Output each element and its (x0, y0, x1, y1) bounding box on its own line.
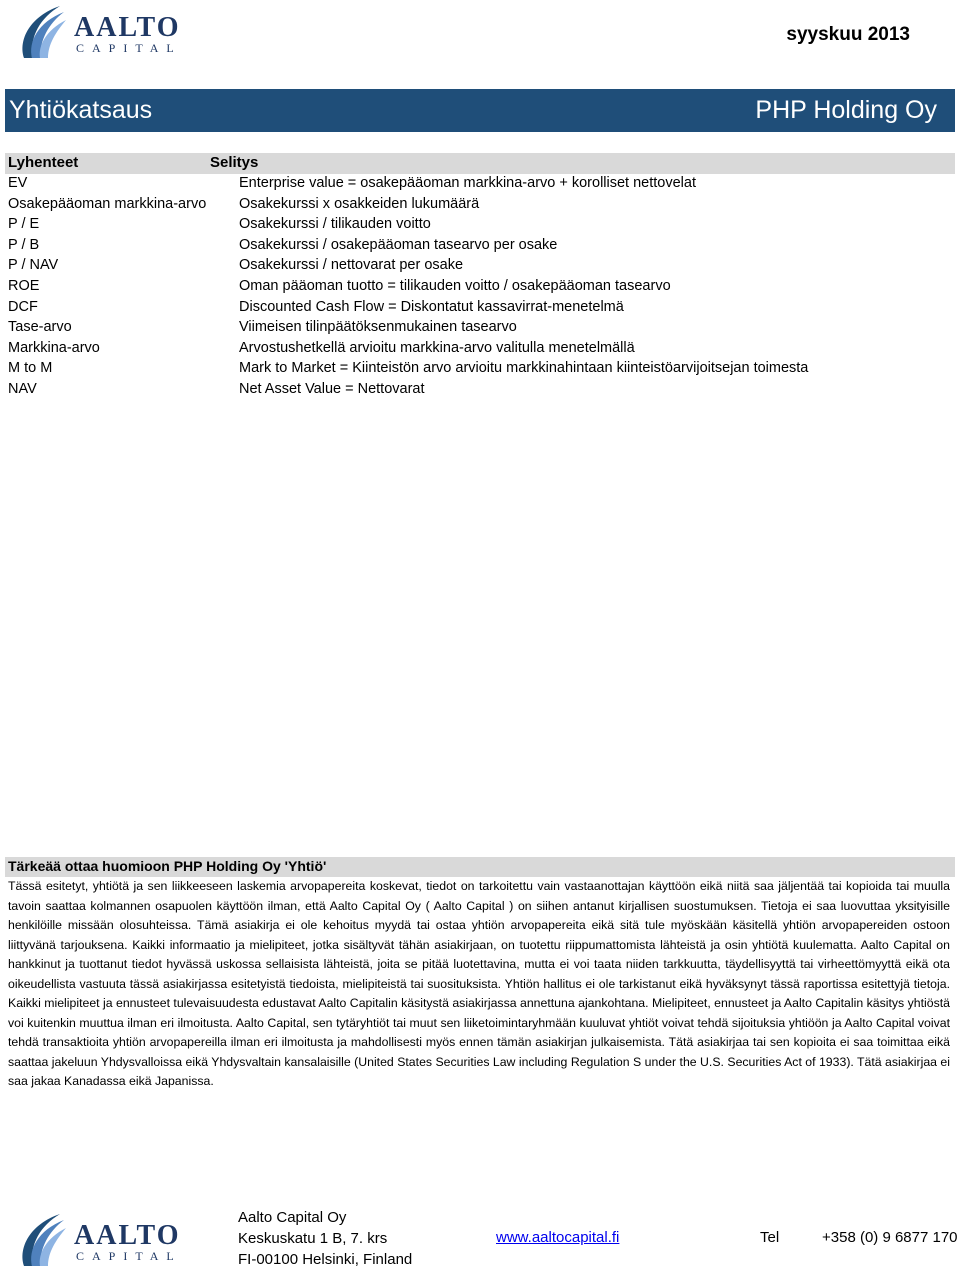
abbreviation-term: DCF (8, 298, 38, 315)
phone-number: +358 (0) 9 6877 170 (822, 1229, 958, 1246)
footer-city: FI-00100 Helsinki, Finland (238, 1250, 413, 1268)
abbreviation-row (8, 174, 953, 195)
aalto-capital-logo (16, 2, 191, 62)
abbreviations-header (5, 153, 955, 174)
abbreviation-description: Oman pääoman tuotto = tilikauden voitto / osakepääoman tasearvo (239, 277, 671, 294)
abbreviation-row (8, 256, 953, 277)
abbreviation-row (8, 339, 953, 360)
tel-label: Tel (760, 1229, 780, 1246)
page-title: Yhtiökatsaus (9, 96, 153, 124)
abbreviation-description: Arvostushetkellä arvioitu markkina-arvo valitulla menetelmällä (239, 339, 635, 356)
footer-street: Keskuskatu 1 B, 7. krs (238, 1229, 388, 1247)
abbreviation-term: EV (8, 175, 28, 191)
abbreviation-term: Markkina-arvo (8, 339, 100, 356)
footer-logo-subtext: CAPITAL (76, 1249, 182, 1263)
abbreviation-row (8, 380, 953, 401)
abbreviation-description: Net Asset Value = Nettovarat (239, 380, 425, 397)
abbreviation-row (8, 318, 953, 339)
abbreviation-term: M to M (8, 360, 53, 377)
abbreviation-term: ROE (8, 277, 40, 294)
footer-logo-text: AALTO (74, 1220, 181, 1251)
abbreviation-description: Osakekurssi / tilikauden voitto (239, 216, 431, 233)
abbreviation-term: NAV (8, 380, 37, 397)
abbreviation-description: Enterprise value = osakepääoman markkina-arvo + korolliset nettovelat (239, 175, 696, 191)
logo-swoosh-icon (16, 2, 191, 62)
abbreviation-description: Mark to Market = Kiinteistön arvo arvioitu markkinahintaan kiinteistöarvijoitsejan toimesta (239, 360, 809, 377)
notice-header (5, 857, 955, 877)
abbreviation-description: Osakekurssi / osakepääoman tasearvo per osake (239, 236, 558, 253)
abbreviation-term: Osakepääoman markkina-arvo (8, 195, 207, 212)
abbreviation-row (8, 236, 953, 257)
footer-company-name: Aalto Capital Oy (238, 1209, 347, 1226)
footer-address (238, 1208, 412, 1270)
abbreviation-term: P / NAV (8, 257, 59, 274)
abbreviation-row (8, 298, 953, 319)
title-banner (5, 89, 955, 132)
abbreviation-row (8, 215, 953, 236)
abbreviation-term: P / E (8, 216, 40, 233)
notice-body: Tässä esitetyt, yhtiötä ja sen liikkeeseen laskemia arvopapereita koskevat, tiedot on tarkoitettu vain vastaanottajan käyttöön eikä niitä saa jäljentää tai kopioida tai muulla tavoin saattaa kolmannen osapuolen käyttöön ilman, että Aalto Capital Oy ( Aalto Capital ) on siihen antanut kirjallisen suostumuksen. Tietoja ei saa luovuttaa yksityisille henkilöille missään olosuhteissa. Tämä asiakirja ei ole kehoitus myydä tai ostaa yhtiön arvopapereita eikä sitä tule myöskään käsitellä yhtiön arvopapereiden ostoon liittyvänä tarjouksena. Kaikki informaatio ja mielipiteet, jotka sisältyvät tähän asiakirjaan, on tuotettu riippumattomista lähteistä ja osin yhtiötä kuulematta. Aalto Capital on hankkinut ja tuottanut tiedot hyvässä uskossa sellaisista lähteistä, joita se pitää luotettavina, mutta ei voi taata niiden tarkkuutta, täydellisyyttä tai virheettömyyttä eikä ota oikeudellista vastuuta tässä asiakirjassa esitetyistä tiedoista, mielipiteistä tai suosituksista. Yhtiön hallitus ei ole tarkistanut eikä hyväksynyt tässä raportissa esitettyjä tietoja. Kaikki mielipiteet ja ennusteet tulevaisuudesta edustavat Aalto Capitalin käsitystä asiakirjassa annettuna ajankohtana. Mielipiteet, ennusteet ja Aalto Capitalin käsitys yhtiöstä voi kuitenkin muuttua ilman eri ilmoitusta. Aalto Capital, sen tytäryhtiöt tai muut sen liiketoimintaryhmään kuuluvat yhtiöt voivat tehdä sijoituksia yhtiöön ja Aalto Capital voivat tehdä transaktioita yhtiön arvopapereilla ilman eri ilmoitusta ja mahdollisesti myös ennen tämän asiakirjan julkaisemista. Tätä asiakirjaa tai sen kopioita ei saa toimittaa eikä saattaa jakeluun Yhdysvalloissa eikä Yhdysvaltain kansalaisille (United States Securities Law including Regulation S under the U.S. Securities Act of 1933). Tätä asiakirjaa ei saa jakaa Kanadassa eikä Japanissa. (8, 879, 950, 1088)
logo-text: AALTO (74, 12, 181, 43)
abbreviations-header-desc: Selitys (210, 154, 259, 171)
footer-logo (16, 1210, 191, 1270)
abbreviation-term: Tase-arvo (8, 319, 72, 336)
company-name: PHP Holding Oy (755, 96, 937, 124)
abbreviation-description: Osakekurssi / nettovarat per osake (239, 257, 464, 274)
abbreviation-term: P / B (8, 236, 40, 253)
abbreviation-row (8, 195, 953, 216)
notice-title: Tärkeää ottaa huomioon PHP Holding Oy 'Yhtiö' (8, 858, 327, 874)
abbreviation-row (8, 359, 953, 380)
abbreviations-list (8, 174, 953, 401)
abbreviation-description: Discounted Cash Flow = Diskontatut kassavirrat-menetelmä (239, 298, 624, 315)
logo-subtext: CAPITAL (76, 41, 182, 55)
report-date: syyskuu 2013 (786, 24, 910, 45)
footer-logo-swoosh-icon (16, 1210, 191, 1270)
website-link[interactable]: www.aaltocapital.fi (496, 1229, 620, 1246)
abbreviations-header-abbr: Lyhenteet (8, 154, 79, 171)
abbreviation-description: Osakekurssi x osakkeiden lukumäärä (239, 195, 480, 212)
abbreviation-description: Viimeisen tilinpäätöksenmukainen tasearvo (239, 319, 517, 336)
abbreviation-row (8, 277, 953, 298)
